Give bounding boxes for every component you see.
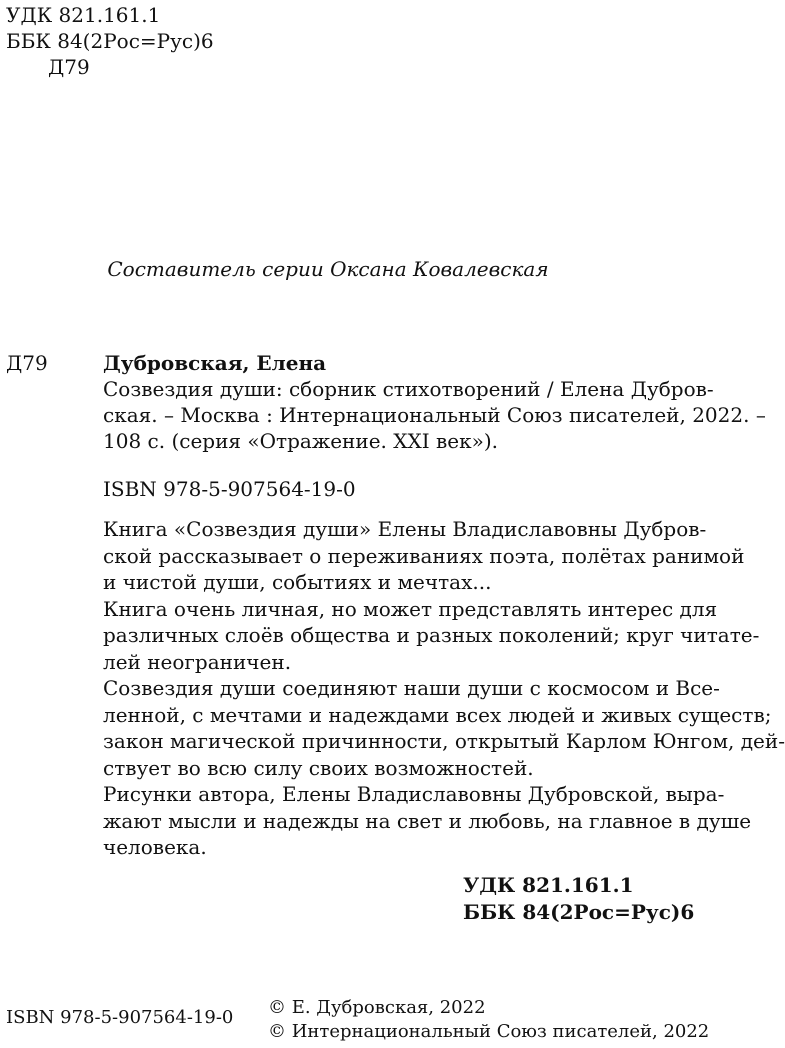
top-classification-codes	[6, 2, 214, 80]
annotation-line: лей неограничен.	[103, 649, 292, 674]
annotation-line: ской рассказывает о переживаниях поэта, полётах ранимой	[103, 543, 745, 568]
record-line: Созвездия души: сборник стихотворений / Елена Дубров-	[103, 377, 714, 401]
annotation-line: Книга очень личная, но может представлять интерес для	[103, 596, 718, 621]
annotation-line: ствует во всю силу своих возможностей.	[103, 755, 534, 780]
record-line: ская. – Москва : Интернациональный Союз писателей, 2022. –	[103, 403, 766, 427]
series-editor: Составитель серии Оксана Ковалевская	[107, 257, 549, 281]
annotation-line: Созвездия души соединяют наши души с космосом и Все-	[103, 676, 720, 700]
record-line: 108 с. (серия «Отражение. XXI век»).	[103, 429, 498, 453]
record-author: Дубровская, Елена	[103, 351, 327, 375]
udk-code: УДК 821.161.1	[463, 873, 634, 897]
annotation-paragraph	[103, 516, 745, 596]
side-author-sign: Д79	[6, 351, 48, 375]
bottom-classification-codes	[463, 872, 694, 926]
copyright-block	[268, 996, 709, 1044]
annotation-paragraph	[103, 675, 785, 781]
annotation-line: жают мысли и надежды на свет и любовь, на главное в душе	[103, 808, 752, 833]
bbk-code: ББК 84(2Рос=Рус)6	[463, 900, 695, 924]
copyright-author: © Е. Дубровская, 2022	[268, 997, 486, 1018]
annotation-line: человека.	[103, 835, 207, 859]
annotation-line: Книга «Созвездия души» Елены Владиславовны Дубров-	[103, 517, 707, 541]
copyright-publisher: © Интернациональный Союз писателей, 2022	[268, 1021, 710, 1042]
annotation	[103, 516, 785, 861]
annotation-line: Рисунки автора, Елены Владиславовны Дубровской, выра-	[103, 782, 725, 806]
annotation-line: ленной, с мечтами и надеждами всех людей и живых существ;	[103, 702, 772, 727]
author-sign: Д79	[48, 55, 90, 79]
annotation-line: и чистой души, событиях и мечтах...	[103, 570, 492, 594]
annotation-paragraph	[103, 781, 752, 861]
footer-isbn: ISBN 978-5-907564-19-0	[6, 1007, 234, 1028]
isbn: ISBN 978-5-907564-19-0	[103, 477, 356, 501]
bibliographic-record	[103, 350, 766, 454]
udk-code: УДК 821.161.1	[6, 3, 161, 27]
annotation-line: различных слоёв общества и разных поколений; круг читате-	[103, 623, 760, 647]
annotation-line: закон магической причинности, открытый Карлом Юнгом, дей-	[103, 729, 785, 753]
annotation-paragraph	[103, 596, 760, 676]
bbk-code: ББК 84(2Рос=Рус)6	[6, 29, 214, 53]
